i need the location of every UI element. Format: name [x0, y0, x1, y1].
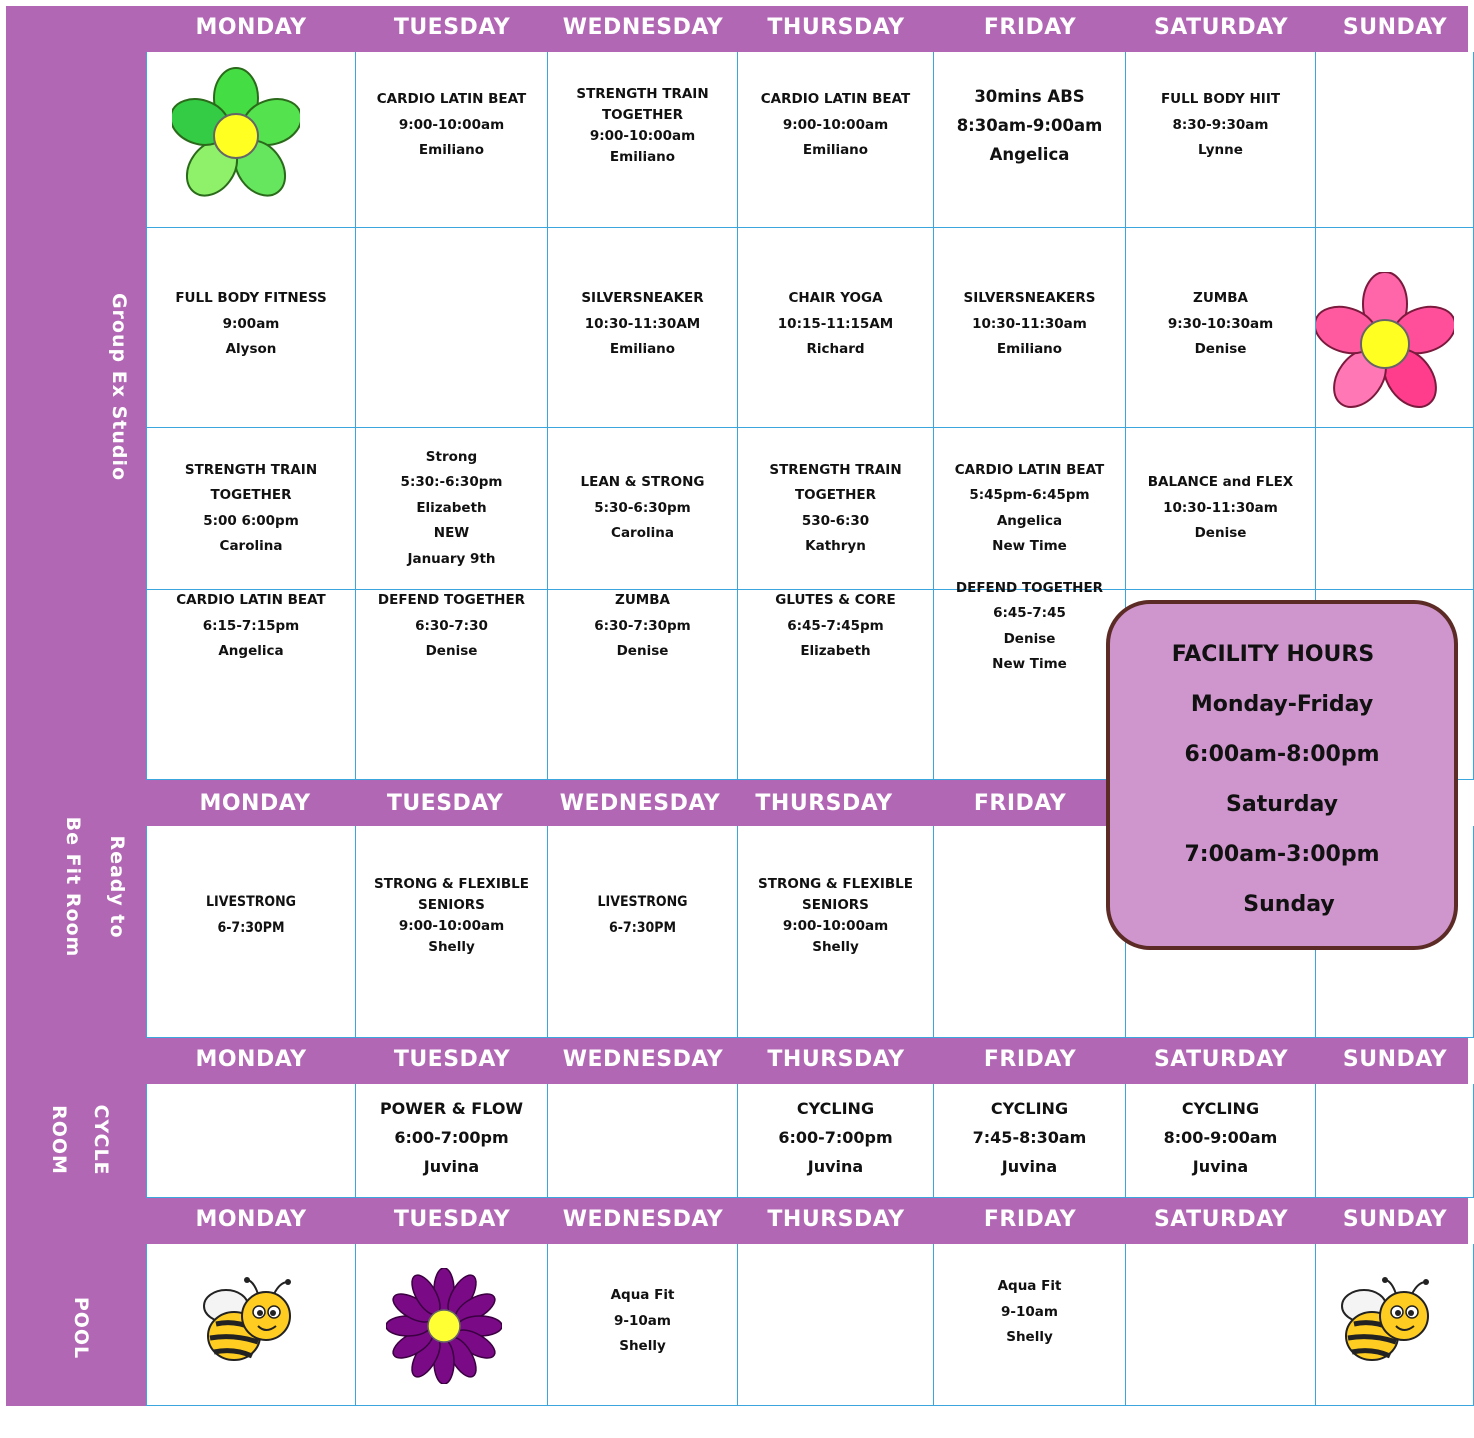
- class-line: TOGETHER: [601, 106, 684, 123]
- class-cell: [356, 1084, 548, 1198]
- class-line: Denise: [1194, 525, 1247, 542]
- class-line: Shelly: [619, 1338, 666, 1355]
- class-cell: [1126, 1084, 1316, 1198]
- class-cell: [934, 52, 1126, 228]
- bee-icon: [196, 1276, 300, 1368]
- class-line: 30mins ABS: [974, 87, 1085, 106]
- class-line: CYCLING: [1181, 1099, 1260, 1118]
- class-line: 9:00-10:00am: [398, 917, 505, 934]
- class-line: 10:30-11:30am: [972, 315, 1087, 332]
- room-label-ready-line1: Ready to: [106, 835, 128, 939]
- facility-sunday-label: Sunday: [1243, 892, 1335, 917]
- cycle-day-header: SUNDAY: [1342, 1047, 1448, 1072]
- class-line: CARDIO LATIN BEAT: [954, 461, 1105, 478]
- class-cell: [738, 52, 934, 228]
- class-line: FULL BODY FITNESS: [175, 290, 327, 307]
- class-cell: [934, 1244, 1126, 1406]
- cycle-day-header: SATURDAY: [1153, 1047, 1289, 1072]
- class-line: Juvina: [807, 1157, 864, 1176]
- group-ex-day-header: TUESDAY: [393, 15, 511, 40]
- class-cell: [548, 52, 738, 228]
- class-line: 9-10am: [1001, 1303, 1058, 1320]
- class-line: Lynne: [1198, 142, 1243, 159]
- group-ex-day-header: MONDAY: [195, 15, 307, 40]
- group-ex-day-header: WEDNESDAY: [562, 15, 724, 40]
- class-line: 9:30-10:30am: [1167, 315, 1274, 332]
- class-line: 6:00-7:00pm: [394, 1128, 509, 1147]
- facility-hours-title: FACILITY HOURS: [1171, 642, 1375, 667]
- class-cell: [356, 228, 548, 428]
- class-line: 9:00-10:00am: [782, 116, 889, 133]
- class-cell: [356, 428, 548, 590]
- class-line: SENIORS: [802, 896, 869, 913]
- cycle-day-header: WEDNESDAY: [562, 1047, 724, 1072]
- class-line: Emiliano: [996, 341, 1063, 358]
- cycle-day-header: THURSDAY: [767, 1047, 905, 1072]
- class-line: 9:00-10:00am: [398, 116, 505, 133]
- class-line: GLUTES & CORE: [775, 592, 896, 609]
- class-line: Denise: [425, 643, 478, 660]
- class-cell: [146, 428, 356, 590]
- class-line: CARDIO LATIN BEAT: [760, 91, 911, 108]
- facility-hours-box: [1106, 600, 1458, 950]
- class-cell: [934, 428, 1126, 590]
- ready-day-header: FRIDAY: [973, 791, 1067, 816]
- room-label-cycle-line1: CYCLE: [90, 1104, 112, 1176]
- class-line: 6:00-7:00pm: [778, 1128, 893, 1147]
- group-ex-day-header: SUNDAY: [1342, 15, 1448, 40]
- class-line: 5:30:-6:30pm: [400, 474, 503, 491]
- pool-day-header: FRIDAY: [983, 1207, 1077, 1232]
- class-line: LIVESTRONG: [205, 894, 296, 910]
- room-label-pool: POOL: [70, 1296, 92, 1360]
- class-line: 9:00-10:00am: [782, 917, 889, 934]
- class-line: Denise: [616, 643, 669, 660]
- class-cell: [548, 590, 738, 780]
- room-sidebar: [6, 6, 146, 1406]
- class-line: CARDIO LATIN BEAT: [176, 592, 326, 609]
- class-line: NEW: [433, 525, 470, 542]
- class-line: STRENGTH TRAIN: [184, 461, 318, 478]
- class-cell: [934, 579, 1126, 780]
- class-line: 6:45-7:45pm: [787, 617, 884, 634]
- ready-day-header: TUESDAY: [386, 791, 504, 816]
- flower-icon: [386, 1268, 502, 1384]
- class-cell: [738, 428, 934, 590]
- class-cell: [146, 826, 356, 1038]
- class-cell: [146, 590, 356, 780]
- class-line: Juvina: [1192, 1157, 1249, 1176]
- class-line: Shelly: [1006, 1329, 1053, 1346]
- class-line: New Time: [992, 538, 1067, 554]
- class-line: Emiliano: [418, 142, 485, 159]
- class-line: January 9th: [407, 550, 496, 567]
- class-line: Angelica: [989, 145, 1070, 164]
- class-cell: [548, 228, 738, 428]
- class-line: 6:30-7:30pm: [594, 617, 691, 634]
- pool-day-header: MONDAY: [195, 1207, 307, 1232]
- class-line: 9-10am: [614, 1312, 671, 1329]
- class-line: 10:30-11:30am: [1163, 499, 1278, 516]
- class-cell: [738, 1084, 934, 1198]
- flower-icon: [172, 66, 300, 202]
- class-cell: [934, 826, 1126, 1038]
- class-line: CARDIO LATIN BEAT: [376, 91, 527, 108]
- class-cell: [1316, 428, 1474, 590]
- class-line: SILVERSNEAKERS: [963, 290, 1096, 307]
- pool-day-header: SUNDAY: [1342, 1207, 1448, 1232]
- class-line: 8:30-9:30am: [1172, 116, 1269, 133]
- class-line: 9:00-10:00am: [589, 127, 696, 144]
- class-cell: [356, 826, 548, 1038]
- facility-weekday-hours: 6:00am-8:00pm: [1184, 742, 1380, 767]
- class-line: 6:15-7:15pm: [202, 617, 300, 634]
- class-line: BALANCE and FLEX: [1147, 474, 1294, 491]
- pool-day-header: SATURDAY: [1153, 1207, 1289, 1232]
- class-cell: [934, 228, 1126, 428]
- class-line: STRONG & FLEXIBLE: [374, 875, 529, 892]
- class-line: Strong: [425, 448, 478, 465]
- class-line: 8:00-9:00am: [1163, 1128, 1278, 1147]
- class-line: STRENGTH TRAIN: [769, 461, 902, 478]
- class-cell: [548, 1244, 738, 1406]
- class-line: POWER & FLOW: [379, 1099, 524, 1118]
- class-line: CHAIR YOGA: [788, 290, 883, 307]
- class-line: TOGETHER: [210, 487, 292, 503]
- class-line: STRENGTH TRAIN: [576, 85, 709, 102]
- class-line: 530-6:30: [801, 512, 870, 529]
- class-line: Emiliano: [802, 142, 869, 159]
- class-line: Juvina: [1001, 1157, 1058, 1176]
- cycle-day-header: TUESDAY: [393, 1047, 511, 1072]
- room-label-ready-line2: Be Fit Room: [62, 816, 84, 958]
- class-line: ZUMBA: [615, 592, 670, 609]
- class-line: Emiliano: [609, 341, 676, 358]
- class-cell: [1126, 228, 1316, 428]
- class-cell: [356, 590, 548, 780]
- class-line: Elizabeth: [800, 643, 871, 660]
- group-ex-day-header: THURSDAY: [767, 15, 905, 40]
- class-line: Richard: [806, 341, 865, 358]
- bee-icon: [1334, 1276, 1438, 1368]
- group-ex-day-header: SATURDAY: [1153, 15, 1289, 40]
- flower-icon: [1316, 272, 1454, 412]
- pool-day-header: WEDNESDAY: [562, 1207, 724, 1232]
- cycle-day-header: MONDAY: [195, 1047, 307, 1072]
- room-label-group-ex: Group Ex Studio: [108, 292, 130, 482]
- class-line: SENIORS: [418, 896, 485, 913]
- class-line: STRONG & FLEXIBLE: [758, 875, 913, 892]
- class-line: 10:15-11:15AM: [777, 315, 894, 332]
- class-line: Alyson: [225, 341, 277, 358]
- class-cell: [1316, 52, 1474, 228]
- class-cell: [1126, 52, 1316, 228]
- class-line: CYCLING: [796, 1099, 875, 1118]
- class-line: Kathryn: [805, 538, 866, 554]
- class-cell: [1126, 1244, 1316, 1406]
- class-cell: [356, 52, 548, 228]
- class-line: Shelly: [428, 938, 475, 955]
- class-line: Aqua Fit: [997, 1278, 1062, 1295]
- class-cell: [738, 590, 934, 780]
- class-line: Elizabeth: [416, 499, 487, 516]
- room-label-cycle-line2: ROOM: [48, 1105, 70, 1175]
- class-cell: [146, 1084, 356, 1198]
- class-line: 9:00am: [222, 315, 280, 332]
- ready-day-header: WEDNESDAY: [559, 791, 721, 816]
- class-line: Denise: [1003, 630, 1056, 647]
- class-line: 6-7:30PM: [217, 919, 285, 936]
- class-cell: [1126, 428, 1316, 590]
- class-line: Aqua Fit: [610, 1287, 675, 1304]
- class-line: 6:30-7:30: [415, 617, 488, 634]
- class-line: 7:45-8:30am: [972, 1128, 1087, 1147]
- class-cell: [548, 826, 738, 1038]
- class-cell: [738, 228, 934, 428]
- facility-saturday-hours: 7:00am-3:00pm: [1184, 842, 1380, 867]
- class-line: LEAN & STRONG: [580, 474, 705, 491]
- class-line: DEFEND TOGETHER: [377, 592, 526, 609]
- class-line: Denise: [1194, 341, 1247, 358]
- class-line: 6-7:30PM: [608, 919, 677, 936]
- class-cell: [738, 1244, 934, 1406]
- class-cell: [738, 826, 934, 1038]
- class-line: 10:30-11:30AM: [584, 315, 701, 332]
- class-line: DEFEND TOGETHER: [955, 579, 1104, 596]
- ready-day-header: THURSDAY: [755, 791, 893, 816]
- class-line: 5:45pm-6:45pm: [969, 487, 1090, 503]
- pool-day-header: TUESDAY: [393, 1207, 511, 1232]
- class-line: FULL BODY HIIT: [1160, 91, 1281, 108]
- facility-saturday-label: Saturday: [1226, 792, 1338, 817]
- group-ex-day-header: FRIDAY: [983, 15, 1077, 40]
- class-line: Carolina: [611, 525, 674, 542]
- ready-day-header: MONDAY: [199, 791, 311, 816]
- class-line: 5:30-6:30pm: [594, 499, 691, 516]
- class-line: Angelica: [996, 512, 1063, 529]
- class-line: Carolina: [219, 538, 283, 554]
- pool-day-header: THURSDAY: [767, 1207, 905, 1232]
- class-cell: [934, 1084, 1126, 1198]
- class-line: Angelica: [218, 643, 284, 660]
- class-cell: [146, 228, 356, 428]
- class-cell: [548, 428, 738, 590]
- class-line: SILVERSNEAKER: [581, 290, 704, 307]
- class-cell: [1316, 1084, 1474, 1198]
- class-cell: [548, 1084, 738, 1198]
- class-line: New Time: [992, 656, 1067, 672]
- class-line: 5:00 6:00pm: [203, 512, 299, 529]
- class-line: LIVESTRONG: [597, 894, 688, 910]
- class-line: TOGETHER: [794, 487, 877, 503]
- class-line: Emiliano: [609, 148, 676, 165]
- facility-weekday-label: Monday-Friday: [1190, 692, 1374, 717]
- class-line: Shelly: [812, 938, 859, 955]
- class-line: 6:45-7:45: [993, 605, 1066, 621]
- class-line: Juvina: [423, 1157, 480, 1176]
- class-line: 8:30am-9:00am: [956, 116, 1103, 135]
- class-line: CYCLING: [990, 1099, 1069, 1118]
- class-line: ZUMBA: [1193, 290, 1248, 307]
- cycle-day-header: FRIDAY: [983, 1047, 1077, 1072]
